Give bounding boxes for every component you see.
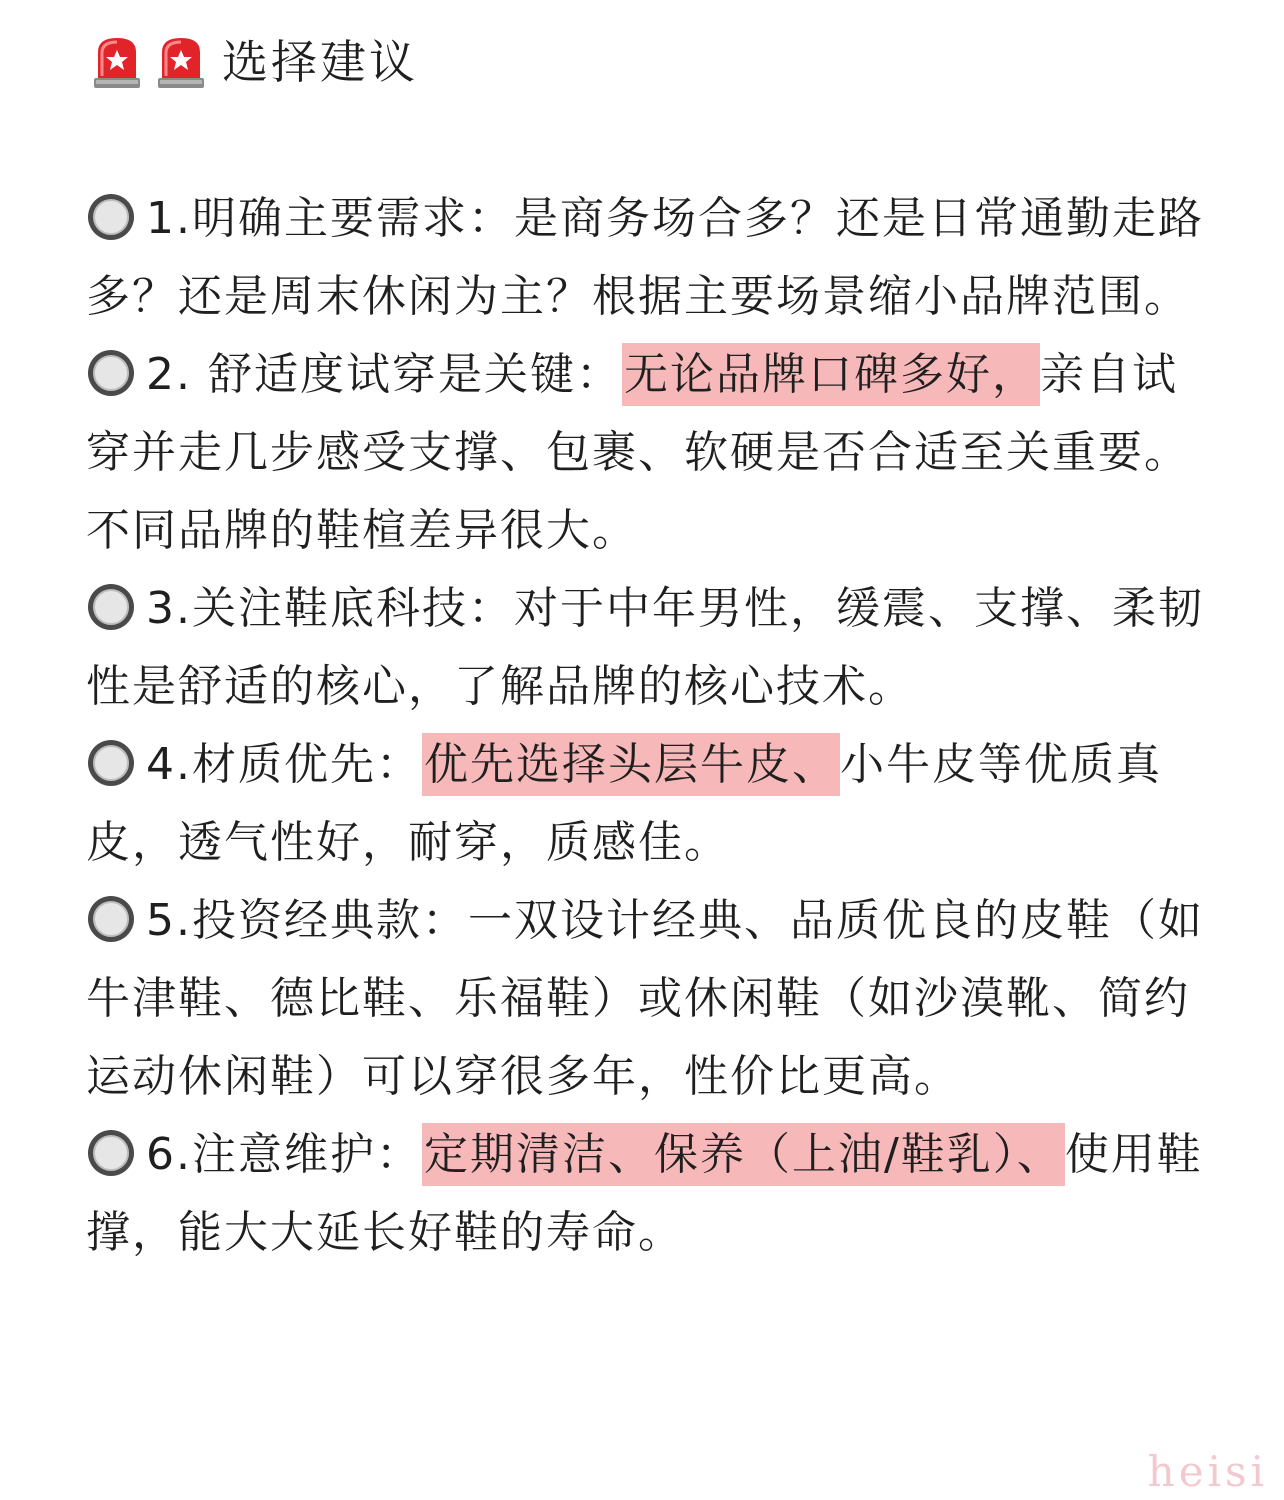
header xyxy=(92,30,418,94)
highlighted-text: 定期清洁、保养（上油/鞋乳）、 xyxy=(422,1123,1065,1186)
item-text: 对于中年男性，缓震、支撑、柔韧性是舒适的核心，了解品牌的核心技术。 xyxy=(86,583,1204,712)
item-text: 使用鞋撑，能大大延长好鞋的寿命。 xyxy=(86,1129,1203,1258)
item-label: 注意维护： xyxy=(191,1129,422,1180)
highlighted-text: 优先选择头层牛皮、 xyxy=(422,733,840,796)
list-item xyxy=(86,1116,1206,1272)
item-number: 2. xyxy=(146,349,208,400)
radio-bullet-icon xyxy=(86,348,136,398)
radio-bullet-icon xyxy=(86,1128,136,1178)
radio-bullet-icon xyxy=(86,192,136,242)
item-number: 1. xyxy=(146,193,192,244)
item-text: 小牛皮等优质真皮，透气性好，耐穿，质感佳。 xyxy=(86,739,1162,868)
list-item xyxy=(86,726,1206,882)
advice-list xyxy=(86,180,1206,1272)
list-item xyxy=(86,180,1206,336)
list-item xyxy=(86,882,1206,1116)
item-text: 是商务场合多？还是日常通勤走路多？还是周末休闲为主？根据主要场景缩小品牌范围。 xyxy=(86,193,1204,322)
radio-bullet-icon xyxy=(86,582,136,632)
siren-icon xyxy=(92,34,142,90)
highlighted-text: 无论品牌口碑多好， xyxy=(622,343,1040,406)
item-label: 材质优先： xyxy=(191,739,422,790)
siren-icon xyxy=(156,34,206,90)
item-number: 3. xyxy=(146,583,192,634)
item-label: 关注鞋底科技： xyxy=(191,583,514,634)
radio-bullet-icon xyxy=(86,894,136,944)
item-label: 投资经典款： xyxy=(191,895,468,946)
item-number: 5. xyxy=(146,895,192,946)
item-label: 舒适度试穿是关键： xyxy=(207,349,622,400)
item-number: 4. xyxy=(146,739,192,790)
item-text: 亲自试穿并走几步感受支撑、包裹、软硬是否合适至关重要。不同品牌的鞋楦差异很大。 xyxy=(86,349,1190,556)
radio-bullet-icon xyxy=(86,738,136,788)
item-label: 明确主要需求： xyxy=(191,193,514,244)
item-number: 6. xyxy=(146,1129,192,1180)
list-item xyxy=(86,336,1206,570)
page-title: 选择建议 xyxy=(222,35,418,89)
watermark: heisi xyxy=(1147,1447,1268,1496)
item-text: 一双设计经典、品质优良的皮鞋（如牛津鞋、德比鞋、乐福鞋）或休闲鞋（如沙漠靴、简约运动休闲鞋）可以穿很多年，性价比更高。 xyxy=(86,895,1204,1102)
list-item xyxy=(86,570,1206,726)
